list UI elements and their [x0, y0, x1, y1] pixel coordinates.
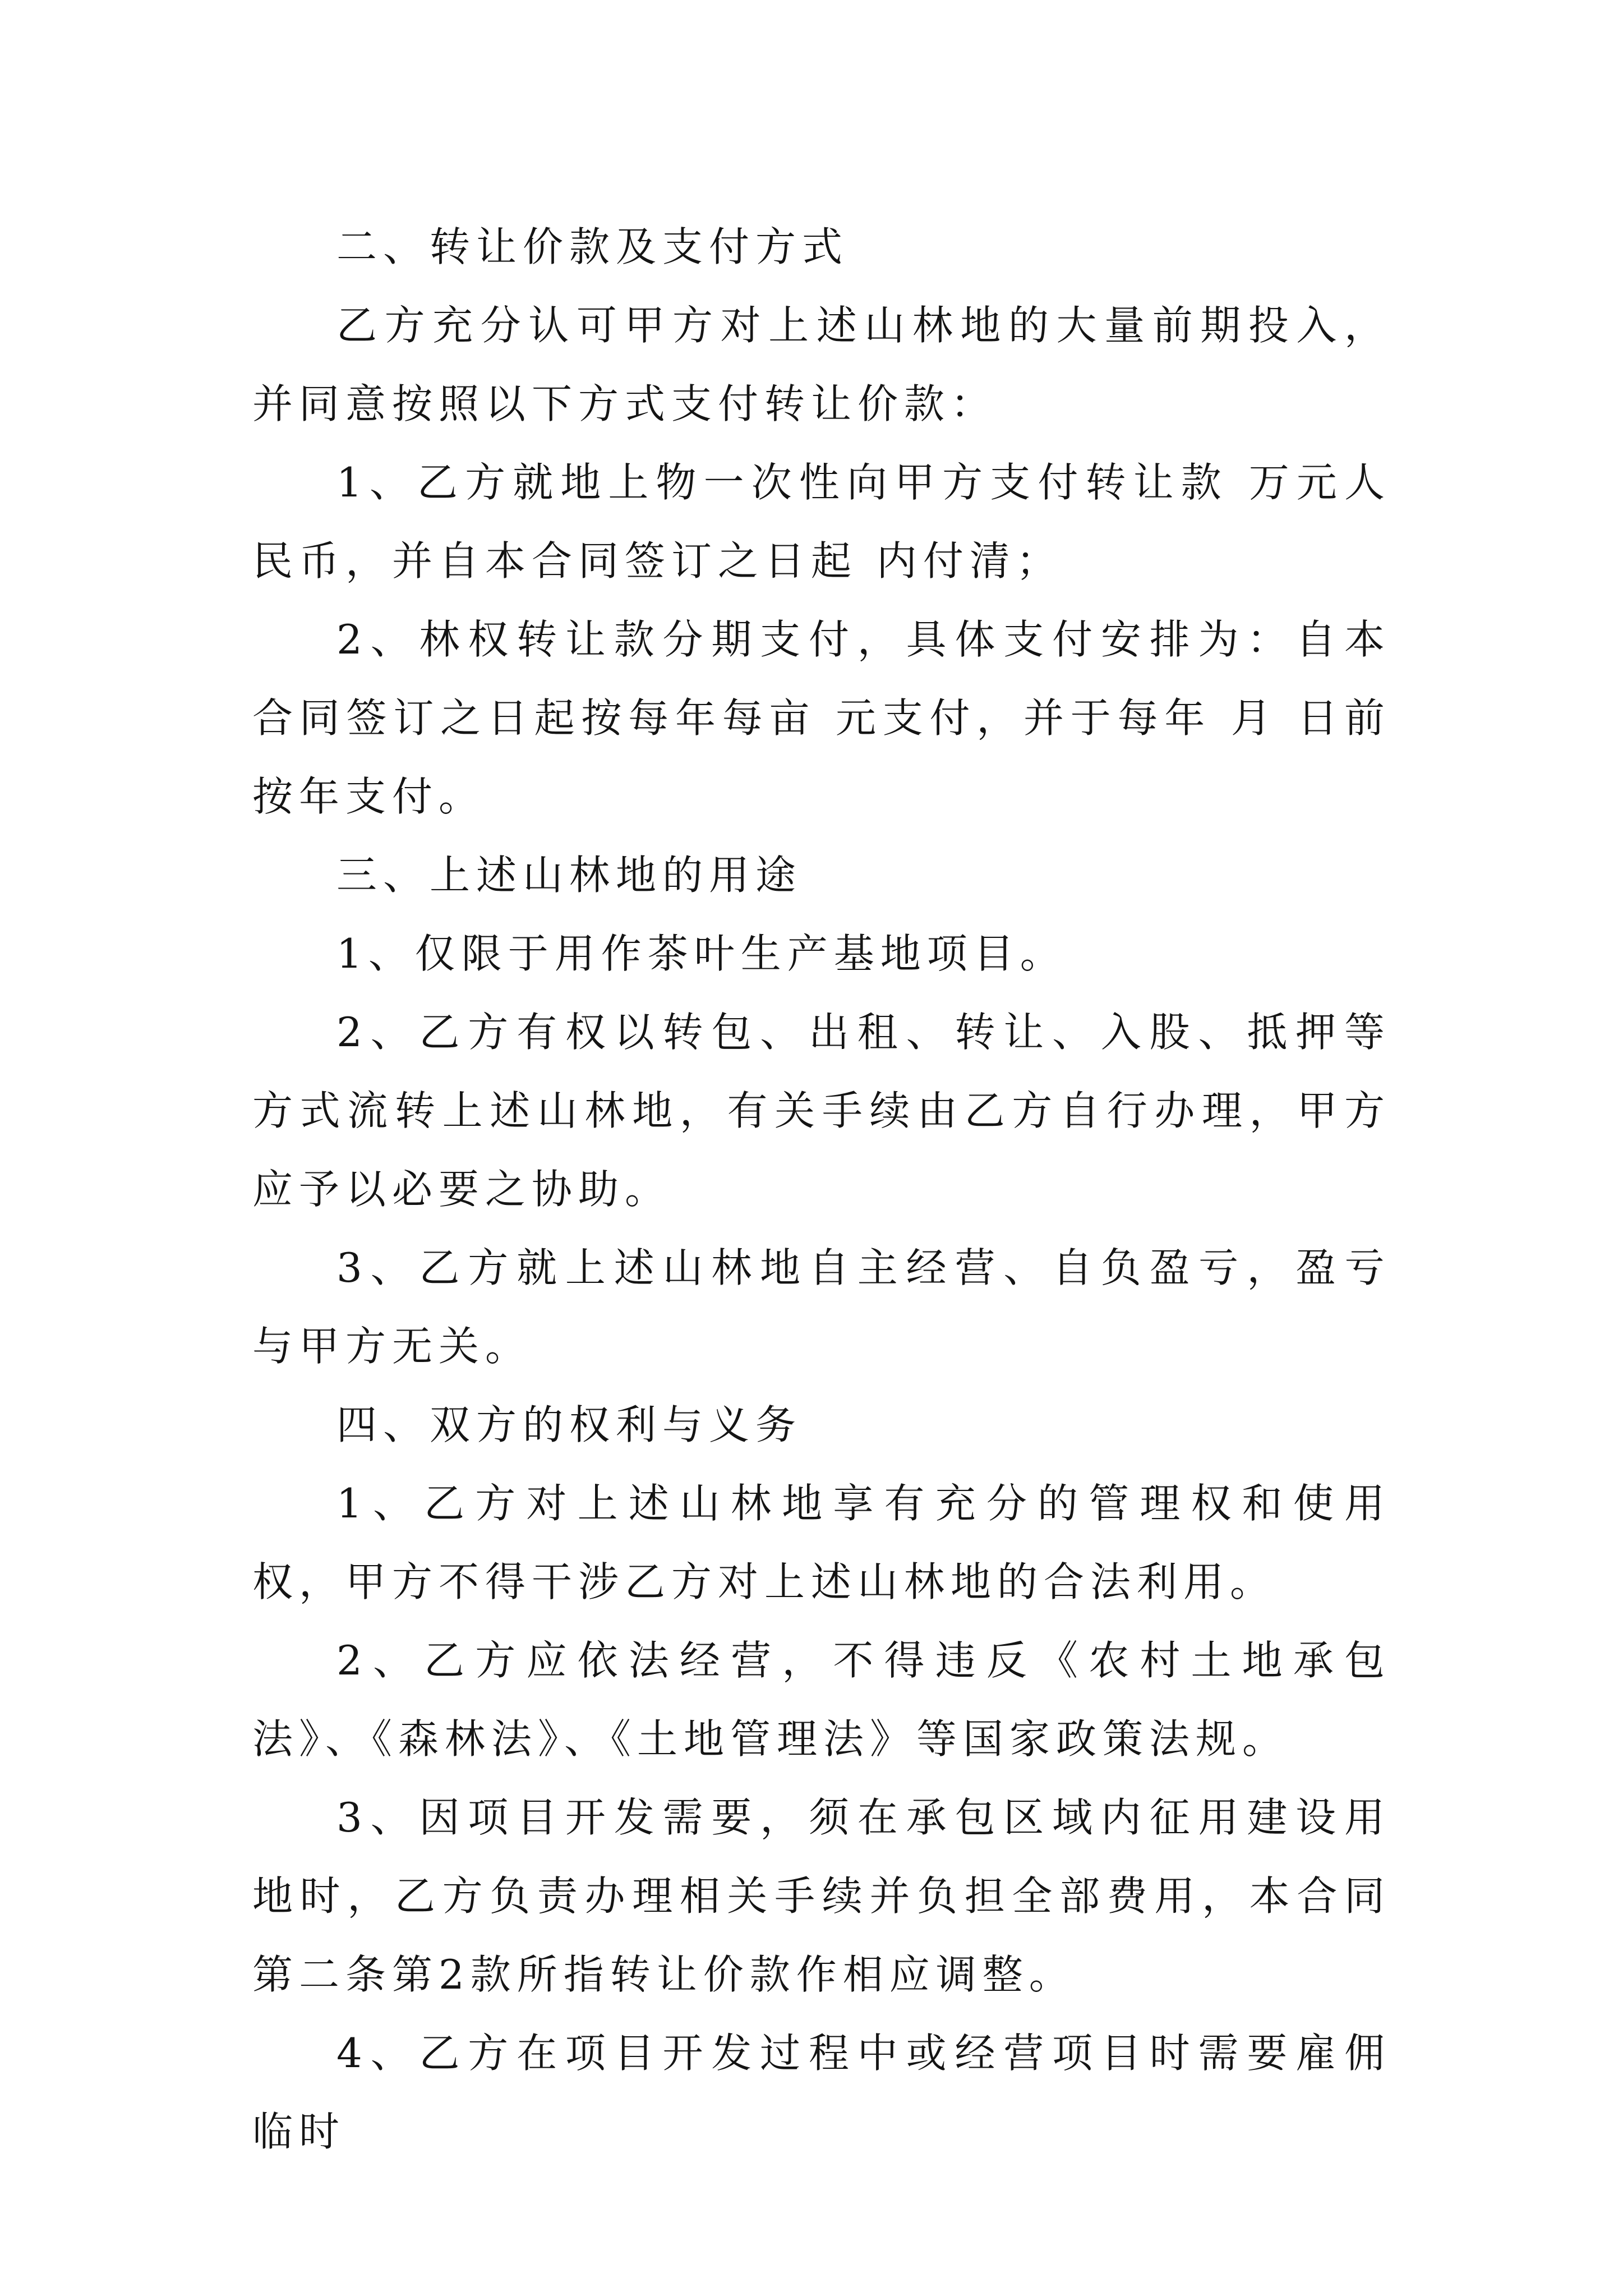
paragraph-payment-intro: 乙方充分认可甲方对上述山林地的大量前期投入，并同意按照以下方式支付转让价款：	[252, 302, 1391, 427]
paragraph-rights-item-1: 1、乙方对上述山林地享有充分的管理权和使用权，甲方不得干涉乙方对上述山林地的合法利用。	[252, 1480, 1391, 1605]
paragraph-rights-item-2: 2、乙方应依法经营，不得违反《农村土地承包法》、《森林法》、《土地管理法》等国家政策法规。	[252, 1637, 1391, 1763]
paragraph-rights-item-4: 4、乙方在项目开发过程中或经营项目时需要雇佣临时	[252, 2030, 1391, 2155]
section-heading-rights-obligations: 四、双方的权利与义务	[336, 1401, 803, 1448]
paragraph-land-use-item-1: 1、仅限于用作茶叶生产基地项目。	[336, 930, 1067, 977]
document-body	[252, 208, 1391, 2171]
paragraph-land-use-item-2: 2、乙方有权以转包、出租、转让、入股、抵押等方式流转上述山林地，有关手续由乙方自行办理，甲方应予以必要之协助。	[252, 1009, 1391, 1213]
section-heading-land-use: 三、上述山林地的用途	[336, 852, 803, 899]
paragraph-rights-item-3: 3、因项目开发需要，须在承包区域内征用建设用地时，乙方负责办理相关手续并负担全部费用，本合同第二条第2款所指转让价款作相应调整。	[252, 1794, 1391, 1998]
section-heading-price-payment: 二、转让价款及支付方式	[336, 223, 849, 270]
paragraph-payment-item-2: 2、林权转让款分期支付，具体支付安排为：自本合同签订之日起按每年每亩 元支付，并于每年 月 日前按年支付。	[252, 616, 1391, 820]
paragraph-payment-item-1: 1、乙方就地上物一次性向甲方支付转让款 万元人民币，并自本合同签订之日起 内付清；	[252, 459, 1391, 585]
paragraph-land-use-item-3: 3、乙方就上述山林地自主经营、自负盈亏，盈亏与甲方无关。	[252, 1244, 1391, 1370]
